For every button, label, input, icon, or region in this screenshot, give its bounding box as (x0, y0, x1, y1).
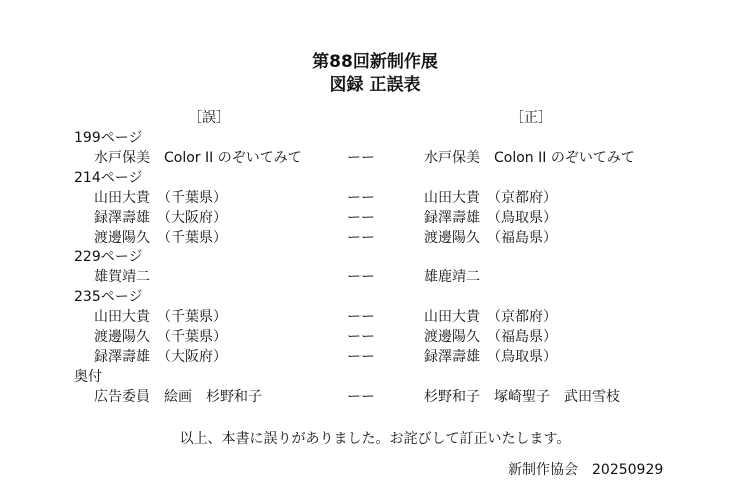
wrong-entry: 録澤壽雄 （大阪府） (94, 349, 227, 365)
separator-dash: ーー (347, 230, 375, 246)
correct-entry: 山田大貴 （京都府） (424, 309, 557, 325)
wrong-entry: 雄賀靖二 (94, 269, 150, 285)
separator-dash: ーー (347, 269, 375, 285)
separator-dash: ーー (347, 329, 375, 345)
wrong-entry: 渡邊陽久 （千葉県） (94, 329, 227, 345)
separator-dash: ーー (347, 309, 375, 325)
wrong-entry: 録澤壽雄 （大阪府） (94, 210, 227, 226)
separator-dash: ーー (347, 349, 375, 365)
separator-dash: ーー (347, 190, 375, 206)
wrong-entry: 山田大貴 （千葉県） (94, 190, 227, 206)
correct-entry: 杉野和子 塚崎聖子 武田雪枝 (424, 389, 620, 405)
document-title: 第88回新制作展 (312, 52, 438, 72)
page-reference: 199ページ (74, 130, 143, 146)
correct-entry: 雄鹿靖二 (424, 269, 480, 285)
wrong-entry: 水戸保美 Color II のぞいてみて (94, 150, 302, 166)
separator-dash: ーー (347, 389, 375, 405)
correct-entry: 録澤壽雄 （鳥取県） (424, 349, 557, 365)
wrong-column-header: ［誤］ (188, 110, 230, 126)
page-reference: 229ページ (74, 249, 143, 265)
separator-dash: ーー (347, 150, 375, 166)
separator-dash: ーー (347, 210, 375, 226)
wrong-entry: 山田大貴 （千葉県） (94, 309, 227, 325)
correct-entry: 山田大貴 （京都府） (424, 190, 557, 206)
page-reference: 214ページ (74, 170, 143, 186)
page-reference: 235ページ (74, 289, 143, 305)
document-subtitle: 図録 正誤表 (329, 75, 421, 95)
correct-entry: 渡邊陽久 （福島県） (424, 230, 557, 246)
page-reference: 奥付 (74, 369, 102, 385)
correct-entry: 水戸保美 Colon II のぞいてみて (424, 150, 635, 166)
correct-column-header: ［正］ (510, 110, 552, 126)
closing-statement: 以上、本書に誤りがありました。お詫びして訂正いたします。 (179, 431, 571, 447)
correct-entry: 渡邊陽久 （福島県） (424, 329, 557, 345)
issuer-and-date: 新制作協会 20250929 (508, 462, 664, 478)
wrong-entry: 広告委員 絵画 杉野和子 (94, 389, 262, 405)
correct-entry: 録澤壽雄 （鳥取県） (424, 210, 557, 226)
wrong-entry: 渡邊陽久 （千葉県） (94, 230, 227, 246)
